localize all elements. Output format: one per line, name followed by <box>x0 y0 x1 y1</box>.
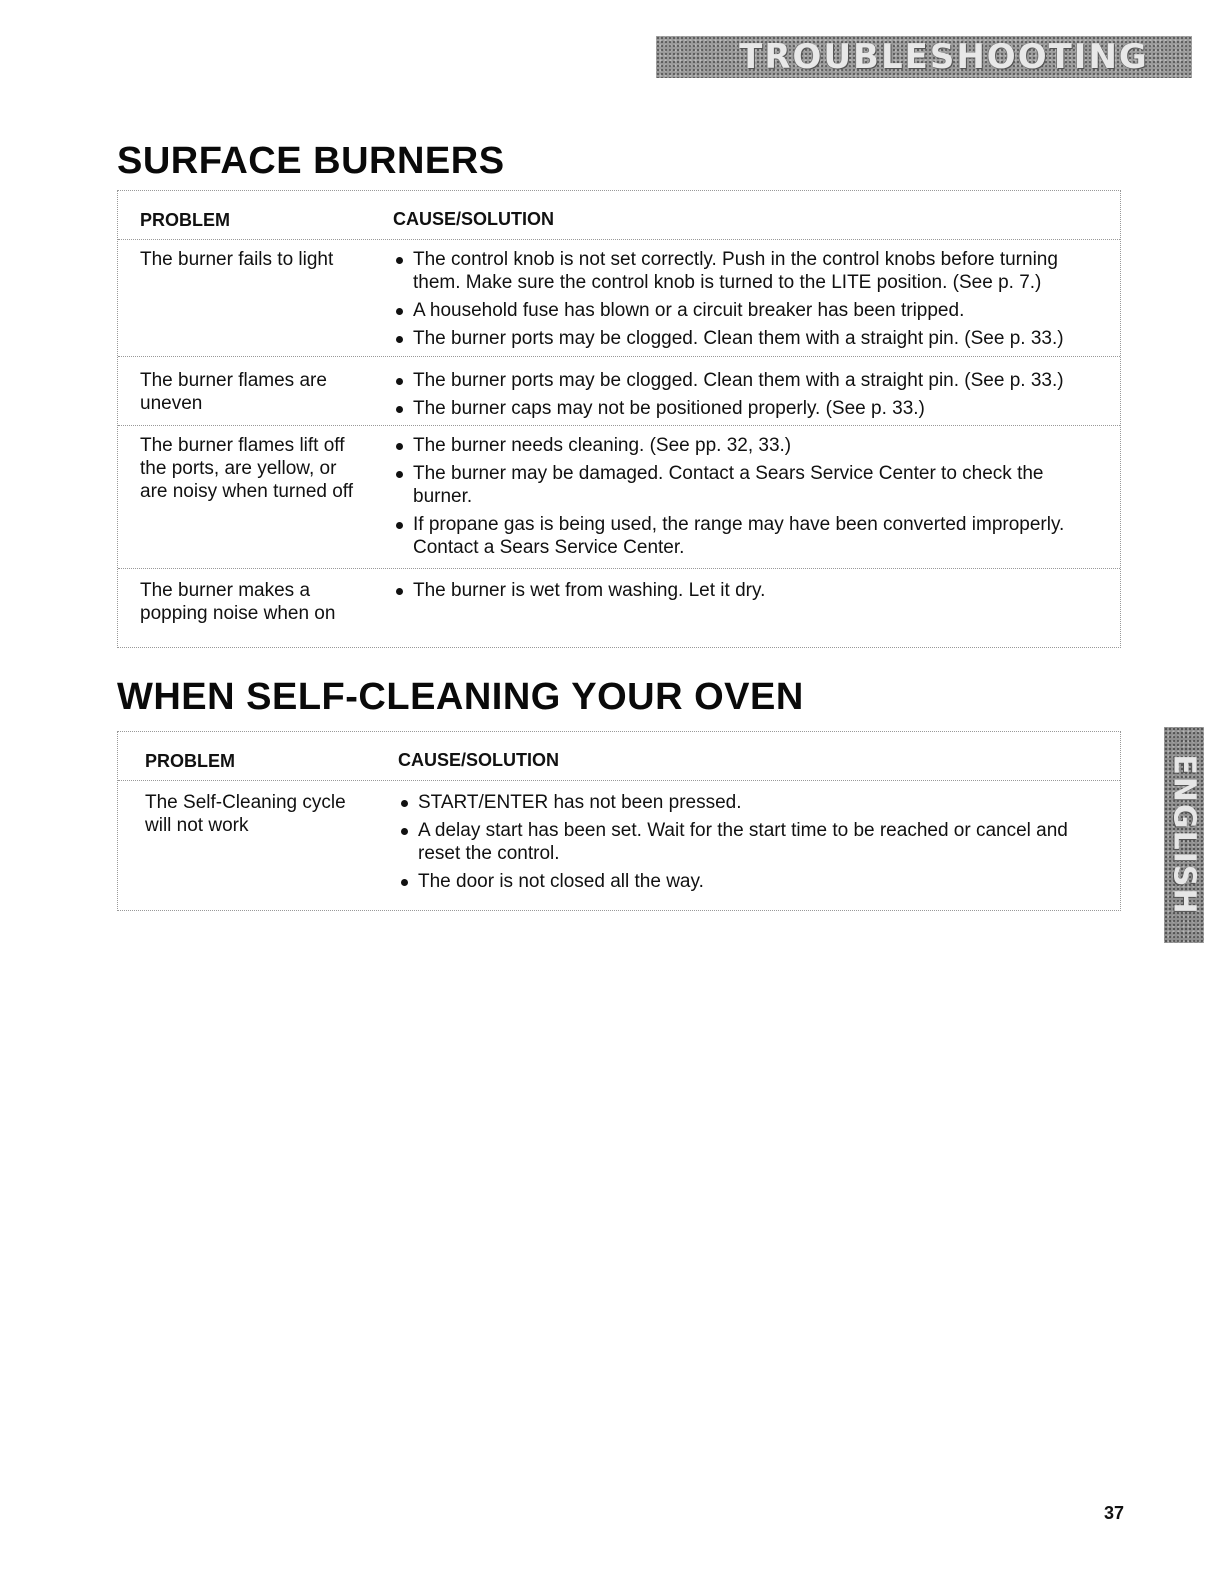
page-number: 37 <box>1104 1503 1125 1523</box>
problem-text: The burner makes a popping noise when on <box>140 580 336 624</box>
table-row <box>118 239 1120 356</box>
surface-burners-table <box>117 190 1121 648</box>
table-row <box>118 356 1120 425</box>
section-title-surface-burners: SURFACE BURNERS <box>117 140 505 182</box>
table-header-row <box>118 732 1120 780</box>
table-header-row <box>118 191 1120 239</box>
cause-item: A household fuse has blown or a circuit breaker has been tripped. <box>393 299 1100 322</box>
table-row <box>118 780 1120 909</box>
cause-item: If propane gas is being used, the range may have been converted improperly. Contact a Sears Service Center. <box>393 513 1100 559</box>
cause-column-header: CAUSE/SOLUTION <box>393 209 555 229</box>
table-row <box>118 568 1120 644</box>
cause-item: The burner needs cleaning. (See pp. 32, 33.) <box>393 434 1100 457</box>
problem-text: The burner flames are uneven <box>140 370 327 414</box>
banner-title: TROUBLESHOOTING <box>739 37 1149 77</box>
language-side-tab <box>1164 727 1204 943</box>
cause-item: The control knob is not set correctly. Push in the control knobs before turning them. Make sure the control knob is turned to the LITE position. (See p. 7.) <box>393 248 1100 294</box>
problem-text: The Self-Cleaning cycle will not work <box>145 792 346 836</box>
self-cleaning-table <box>117 731 1121 911</box>
cause-item: The door is not closed all the way. <box>398 870 1100 893</box>
cause-item: A delay start has been set. Wait for the start time to be reached or cancel and reset the control. <box>398 819 1100 865</box>
cause-item: The burner is wet from washing. Let it dry. <box>393 579 1100 602</box>
troubleshooting-banner <box>656 36 1192 78</box>
cause-column-header: CAUSE/SOLUTION <box>398 750 560 770</box>
problem-column-header: PROBLEM <box>140 210 230 230</box>
cause-item: The burner may be damaged. Contact a Sears Service Center to check the burner. <box>393 462 1100 508</box>
cause-item: The burner caps may not be positioned properly. (See p. 33.) <box>393 397 1100 420</box>
problem-text: The burner fails to light <box>140 249 334 270</box>
section-title-self-cleaning: WHEN SELF-CLEANING YOUR OVEN <box>117 676 804 718</box>
table-row <box>118 425 1120 568</box>
cause-item: START/ENTER has not been pressed. <box>398 791 1100 814</box>
problem-column-header: PROBLEM <box>145 751 235 771</box>
problem-text: The burner flames lift off the ports, are yellow, or are noisy when turned off <box>140 435 354 502</box>
cause-item: The burner ports may be clogged. Clean them with a straight pin. (See p. 33.) <box>393 369 1100 392</box>
cause-item: The burner ports may be clogged. Clean them with a straight pin. (See p. 33.) <box>393 327 1100 350</box>
language-label: ENGLISH <box>1166 754 1202 916</box>
